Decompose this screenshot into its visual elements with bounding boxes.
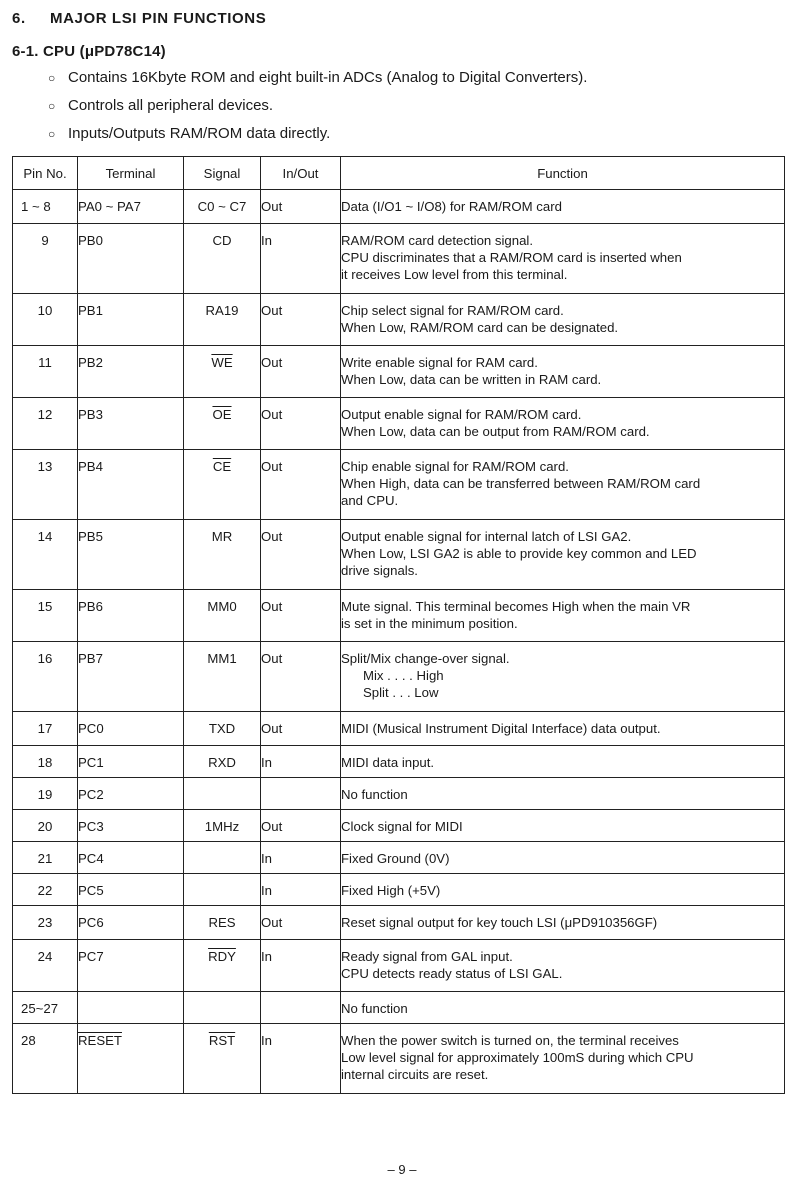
function-line: is set in the minimum position. [341, 616, 518, 631]
function-cell [341, 642, 785, 712]
function-cell [341, 842, 785, 874]
in-out-cell: In [261, 224, 341, 294]
feature-list [48, 68, 587, 152]
function-line: When Low, data can be written in RAM card. [341, 372, 602, 387]
pin-number-cell: 17 [13, 712, 78, 746]
function-line: Output enable signal for internal latch of LSI GA2. [341, 529, 632, 544]
function-cell [341, 346, 785, 398]
table-row [13, 842, 785, 874]
terminal-cell: PB0 [78, 224, 184, 294]
table-row [13, 590, 785, 642]
table-row [13, 778, 785, 810]
function-cell [341, 190, 785, 224]
function-cell [341, 224, 785, 294]
terminal-cell: PC3 [78, 810, 184, 842]
terminal-cell: PB5 [78, 520, 184, 590]
in-out-cell: Out [261, 398, 341, 450]
function-line: MIDI (Musical Instrument Digital Interface) data output. [341, 721, 661, 736]
terminal-cell: PC6 [78, 906, 184, 940]
terminal-cell: PB1 [78, 294, 184, 346]
signal-cell: $\overline{CE}$ [184, 450, 261, 520]
table-row [13, 642, 785, 712]
terminal-cell: PC2 [78, 778, 184, 810]
pin-number-cell: 21 [13, 842, 78, 874]
table-row [13, 398, 785, 450]
terminal-cell: PB4 [78, 450, 184, 520]
table-row [13, 940, 785, 992]
in-out-cell: In [261, 842, 341, 874]
function-cell [341, 590, 785, 642]
terminal-cell: RESET [78, 1024, 184, 1094]
table-header-row [13, 157, 785, 190]
table-row [13, 906, 785, 940]
in-out-cell: Out [261, 346, 341, 398]
function-cell [341, 906, 785, 940]
signal-cell: $\overline{WE}$ [184, 346, 261, 398]
in-out-cell: In [261, 1024, 341, 1094]
in-out-cell: Out [261, 590, 341, 642]
signal-cell: RXD [184, 746, 261, 778]
in-out-cell: In [261, 746, 341, 778]
function-cell [341, 874, 785, 906]
function-cell [341, 810, 785, 842]
function-line: it receives Low level from this terminal. [341, 267, 568, 282]
terminal-cell: PB3 [78, 398, 184, 450]
table-row [13, 712, 785, 746]
pin-number-cell: 14 [13, 520, 78, 590]
signal-cell: TXD [184, 712, 261, 746]
function-cell [341, 1024, 785, 1094]
function-line: When the power switch is turned on, the terminal receives [341, 1033, 679, 1048]
in-out-cell: Out [261, 906, 341, 940]
bullet-marker: ○ [48, 99, 56, 113]
signal-cell [184, 842, 261, 874]
terminal-cell: PC0 [78, 712, 184, 746]
function-line: Mix . . . . High [363, 668, 444, 683]
pin-number-cell: 9 [13, 224, 78, 294]
table-row [13, 294, 785, 346]
page-number: – 9 – [387, 1162, 417, 1177]
function-line: MIDI data input. [341, 755, 435, 770]
function-line: internal circuits are reset. [341, 1067, 489, 1082]
table-row [13, 450, 785, 520]
signal-cell [184, 778, 261, 810]
function-line: When Low, LSI GA2 is able to provide key common and LED [341, 546, 697, 561]
function-line: Mute signal. This terminal becomes High when the main VR [341, 599, 691, 614]
feature-text: Inputs/Outputs RAM/ROM data directly. [68, 125, 331, 142]
function-cell [341, 746, 785, 778]
pin-number-cell: 11 [13, 346, 78, 398]
in-out-cell: Out [261, 190, 341, 224]
function-line: No function [341, 787, 408, 802]
feature-text: Controls all peripheral devices. [68, 97, 274, 114]
in-out-cell: Out [261, 712, 341, 746]
table-row [13, 810, 785, 842]
header-signal: Signal [184, 157, 261, 190]
section-number: 6. [12, 10, 26, 27]
function-line: Ready signal from GAL input. [341, 949, 513, 964]
signal-cell [184, 992, 261, 1024]
function-line: No function [341, 1001, 408, 1016]
pin-number-cell: 19 [13, 778, 78, 810]
in-out-cell: Out [261, 294, 341, 346]
function-line: and CPU. [341, 493, 399, 508]
function-line: Output enable signal for RAM/ROM card. [341, 407, 582, 422]
table-row [13, 346, 785, 398]
pin-number-cell: 1 ~ 8 [13, 190, 78, 224]
table-row [13, 874, 785, 906]
terminal-cell: PB2 [78, 346, 184, 398]
pin-number-cell: 25~27 [13, 992, 78, 1024]
pin-number-cell: 16 [13, 642, 78, 712]
function-line: Chip select signal for RAM/ROM card. [341, 303, 564, 318]
function-line: When Low, RAM/ROM card can be designated. [341, 320, 619, 335]
pin-number-cell: 12 [13, 398, 78, 450]
feature-text: Contains 16Kbyte ROM and eight built-in ADCs (Analog to Digital Converters). [68, 69, 588, 86]
in-out-cell: In [261, 940, 341, 992]
table-row [13, 1024, 785, 1094]
pin-number-cell: 13 [13, 450, 78, 520]
signal-cell: RA19 [184, 294, 261, 346]
function-line: When High, data can be transferred between RAM/ROM card [341, 476, 701, 491]
signal-cell: CD [184, 224, 261, 294]
function-cell [341, 398, 785, 450]
function-line: Clock signal for MIDI [341, 819, 463, 834]
terminal-cell: PC5 [78, 874, 184, 906]
header-pin-no: Pin No. [13, 157, 78, 190]
in-out-cell [261, 992, 341, 1024]
table-row [13, 520, 785, 590]
function-cell [341, 450, 785, 520]
signal-cell: $\overline{OE}$ [184, 398, 261, 450]
function-line: RAM/ROM card detection signal. [341, 233, 534, 248]
function-line: Write enable signal for RAM card. [341, 355, 538, 370]
pin-number-cell: 28 [13, 1024, 78, 1094]
in-out-cell: Out [261, 520, 341, 590]
signal-cell: C0 ~ C7 [184, 190, 261, 224]
table-row [13, 224, 785, 294]
terminal-cell: PB7 [78, 642, 184, 712]
signal-cell: MR [184, 520, 261, 590]
function-line: Fixed Ground (0V) [341, 851, 450, 866]
table-body [13, 190, 785, 1094]
section-title: MAJOR LSI PIN FUNCTIONS [50, 10, 267, 27]
function-cell [341, 778, 785, 810]
function-line: Reset signal output for key touch LSI (μPD910356GF) [341, 915, 658, 930]
function-line: Split . . . Low [363, 685, 439, 700]
function-cell [341, 520, 785, 590]
function-line: Chip enable signal for RAM/ROM card. [341, 459, 569, 474]
pin-number-cell: 24 [13, 940, 78, 992]
function-line: Split/Mix change-over signal. [341, 651, 510, 666]
function-cell [341, 940, 785, 992]
in-out-cell [261, 778, 341, 810]
pin-function-table [12, 156, 785, 1094]
in-out-cell: Out [261, 810, 341, 842]
pin-number-cell: 15 [13, 590, 78, 642]
function-line: CPU detects ready status of LSI GAL. [341, 966, 563, 981]
signal-cell: MM0 [184, 590, 261, 642]
terminal-cell: PC7 [78, 940, 184, 992]
feature-item [48, 96, 587, 124]
terminal-cell [78, 992, 184, 1024]
function-line: When Low, data can be output from RAM/ROM card. [341, 424, 650, 439]
section-heading [12, 10, 266, 27]
terminal-cell: PB6 [78, 590, 184, 642]
table-row [13, 992, 785, 1024]
function-line: Data (I/O1 ~ I/O8) for RAM/ROM card [341, 199, 562, 214]
header-terminal: Terminal [78, 157, 184, 190]
function-cell [341, 294, 785, 346]
feature-item [48, 124, 587, 152]
signal-cell: 1MHz [184, 810, 261, 842]
signal-cell: MM1 [184, 642, 261, 712]
function-line: drive signals. [341, 563, 418, 578]
bullet-marker: ○ [48, 71, 56, 85]
function-line: Low level signal for approximately 100mS during which CPU [341, 1050, 694, 1065]
header-in-out: In/Out [261, 157, 341, 190]
table-row [13, 746, 785, 778]
terminal-cell: PC1 [78, 746, 184, 778]
function-line: CPU discriminates that a RAM/ROM card is inserted when [341, 250, 682, 265]
function-cell [341, 712, 785, 746]
header-function: Function [341, 157, 785, 190]
function-line: Fixed High (+5V) [341, 883, 441, 898]
subsection-heading: 6-1. CPU (μPD78C14) [12, 43, 166, 60]
pin-number-cell: 18 [13, 746, 78, 778]
feature-item [48, 68, 587, 96]
in-out-cell: Out [261, 642, 341, 712]
pin-number-cell: 20 [13, 810, 78, 842]
in-out-cell: In [261, 874, 341, 906]
signal-cell: $\overline{RDY}$ [184, 940, 261, 992]
pin-number-cell: 10 [13, 294, 78, 346]
signal-cell: $\overline{RST}$ [184, 1024, 261, 1094]
pin-number-cell: 23 [13, 906, 78, 940]
terminal-cell: PA0 ~ PA7 [78, 190, 184, 224]
signal-cell: RES [184, 906, 261, 940]
bullet-marker: ○ [48, 127, 56, 141]
signal-cell [184, 874, 261, 906]
table-row [13, 190, 785, 224]
pin-number-cell: 22 [13, 874, 78, 906]
terminal-cell: PC4 [78, 842, 184, 874]
function-cell [341, 992, 785, 1024]
in-out-cell: Out [261, 450, 341, 520]
